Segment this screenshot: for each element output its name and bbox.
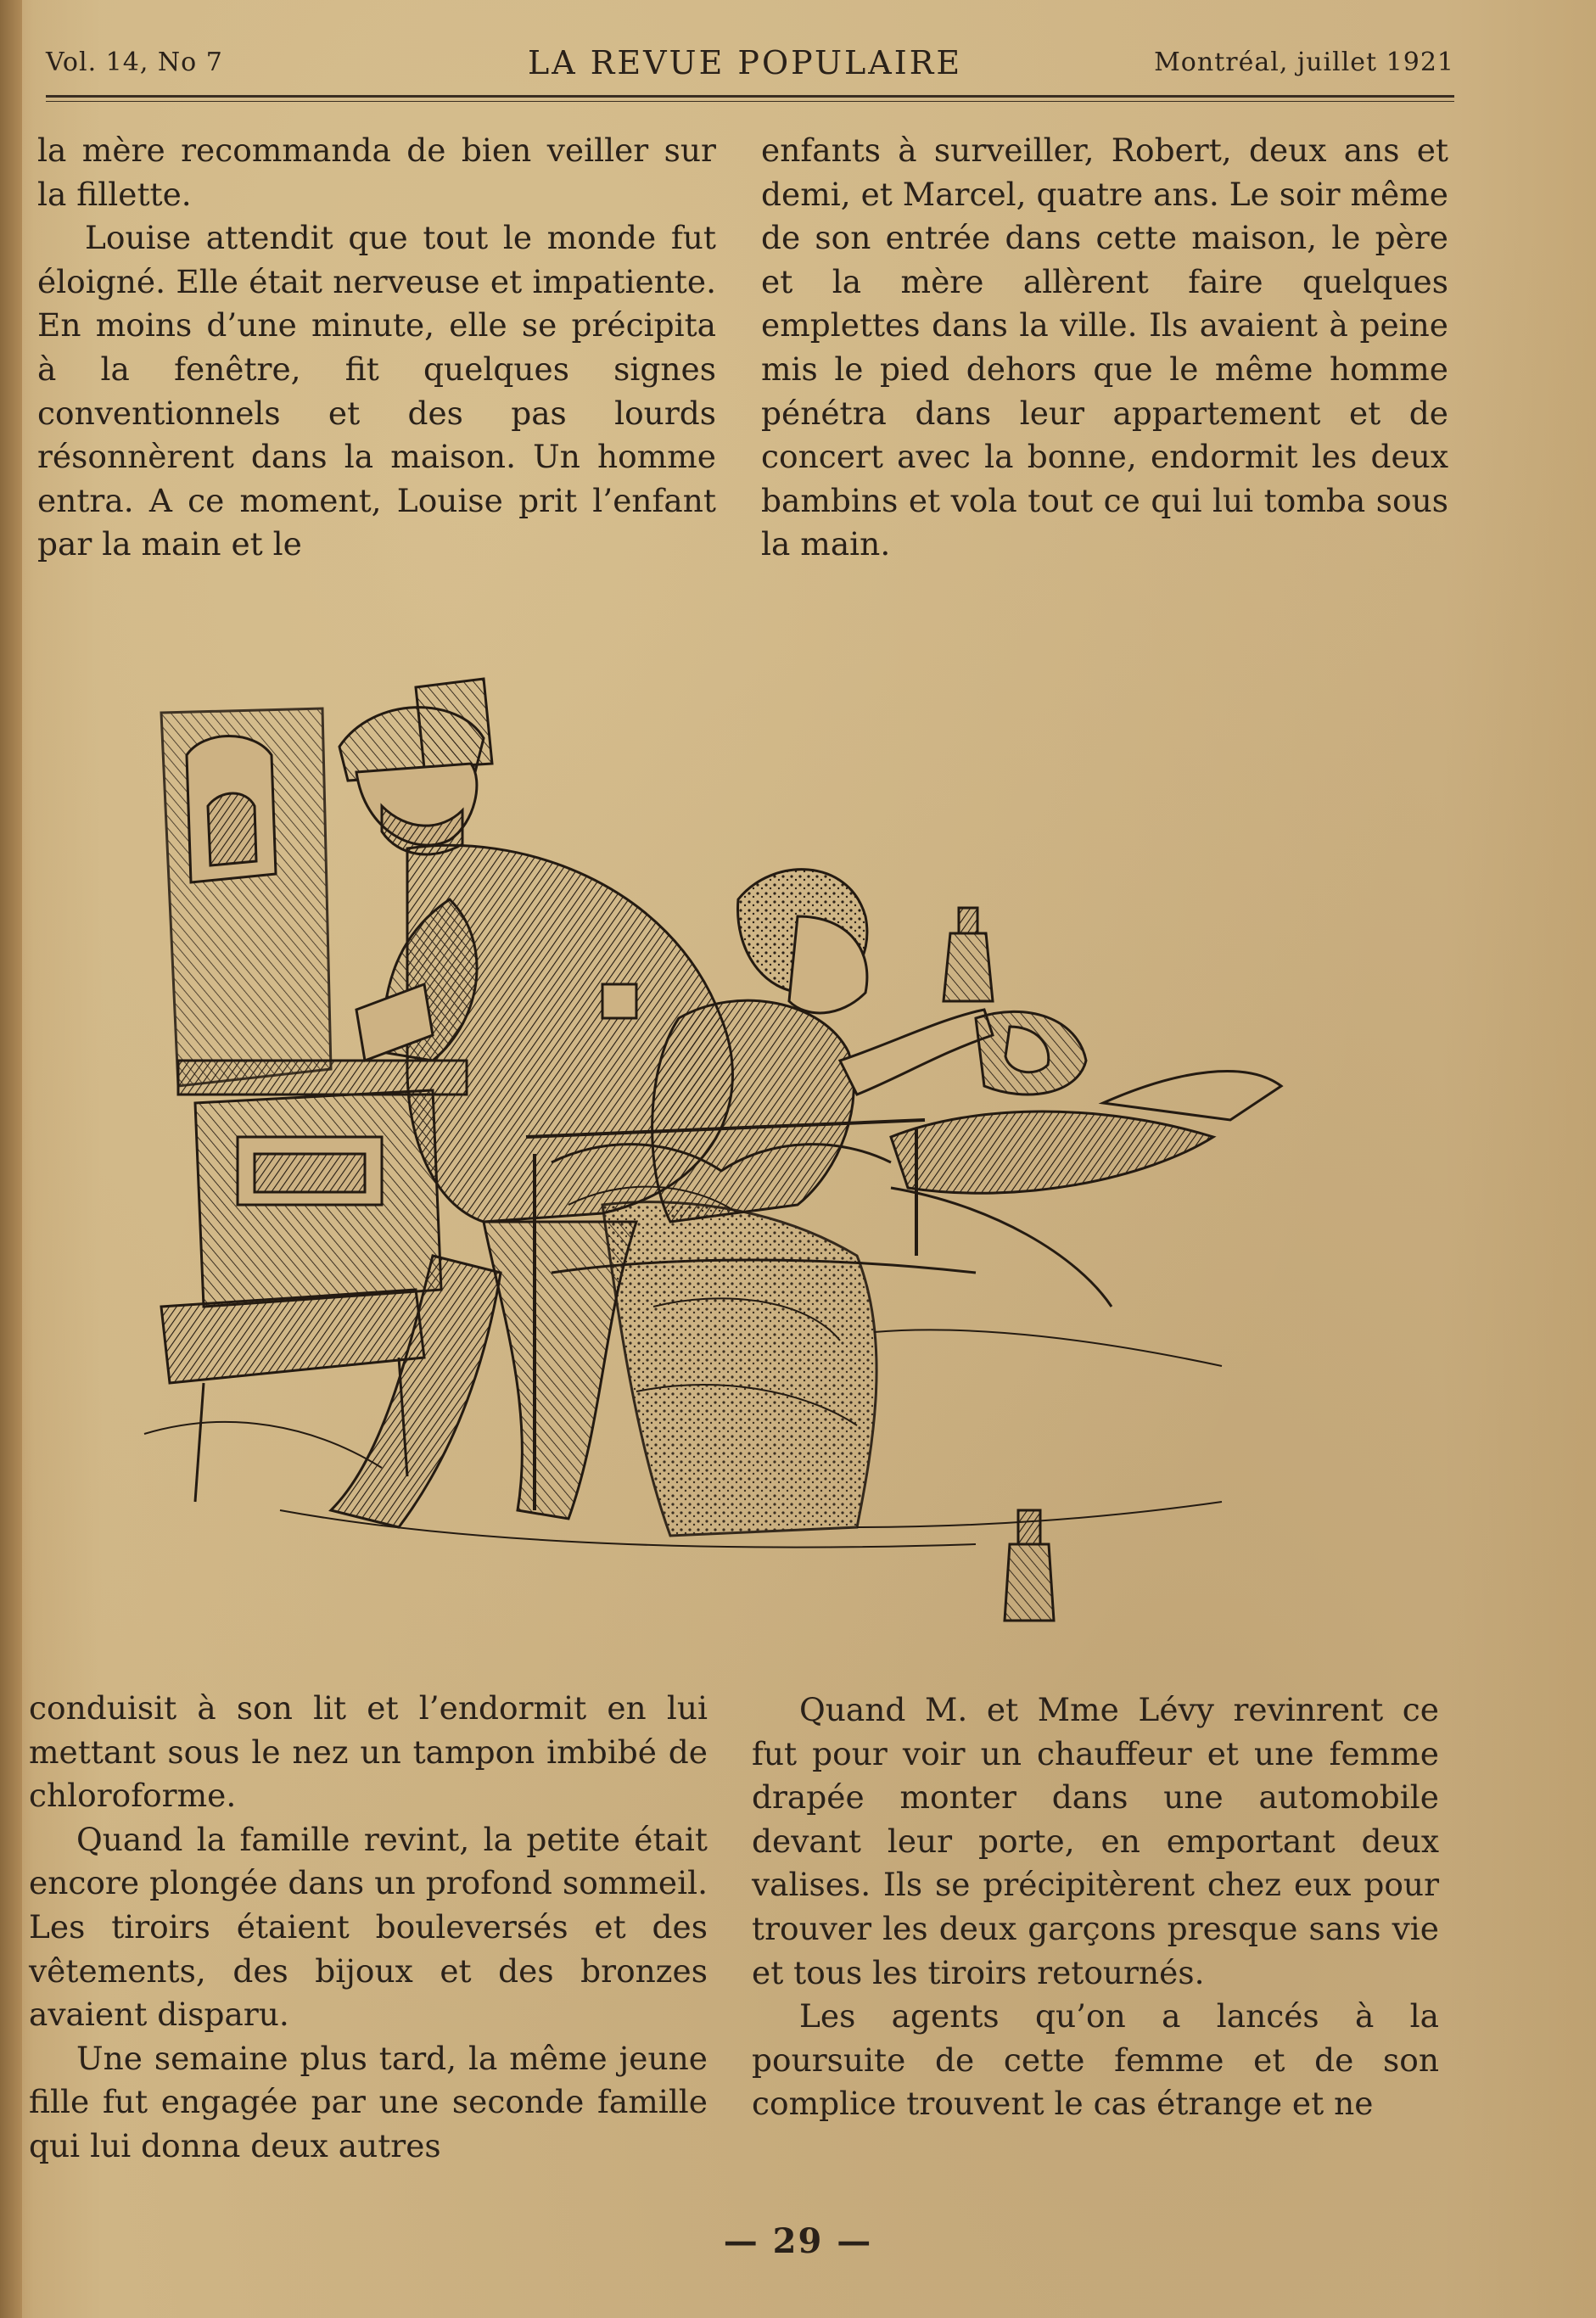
paragraph: Quand M. et Mme Lévy revinrent ce fut pour voir un chauffeur et une femme drapée monter dans une automobile devant leur porte, en emportant deux valises. Ils se précipitèrent chez eux pour trouver les deux garçons presque sans vie et tous les tiroirs retournés. — [752, 1691, 1439, 1991]
paragraph: Une semaine plus tard, la même jeune fille fut engagée par une seconde famille qui lui donna deux autres — [29, 2039, 708, 2164]
magazine-title: LA REVUE POPULAIRE — [528, 44, 963, 81]
paragraph: Louise attendit que tout le monde fut éloigné. Elle était nerveuse et impatiente. En moins d’une minute, elle se précipita à la fenêtre, fit quelques signes conventionnels et des pas lourds résonnèrent dans la maison. Un homme entra. A ce moment, Louise prit l’enfant par la main et le — [37, 219, 716, 563]
paragraph: Quand la famille revint, la petite était encore plongée dans un profond sommeil. Les tiroirs étaient bouleversés et des vêtements, des bijoux et des bronzes avaient disparu. — [29, 1820, 708, 2034]
column-bottom-left — [29, 1687, 708, 2169]
place-date: Montréal, juillet 1921 — [1154, 48, 1454, 77]
column-bottom-right — [752, 1688, 1439, 2126]
column-top-right — [761, 129, 1448, 567]
paragraph: la mère recommanda de bien veiller sur la fillette. — [37, 132, 716, 213]
running-header — [46, 41, 1454, 92]
column-top-left — [37, 129, 716, 567]
engraving-illustration — [127, 662, 1375, 1638]
issue-number: Vol. 14, No 7 — [46, 48, 223, 77]
paragraph: Les agents qu’on a lancés à la poursuite de cette femme et de son complice trouvent le cas étrange et ne — [752, 1997, 1439, 2123]
paragraph: conduisit à son lit et l’endormit en lui mettant sous le nez un tampon imbibé de chloroforme. — [29, 1689, 708, 1815]
header-rule — [46, 95, 1454, 98]
paragraph: enfants à surveiller, Robert, deux ans et demi, et Marcel, quatre ans. Le soir même de son entrée dans cette maison, le père et la mère allèrent faire quelques emplettes dans la ville. Ils avaient à peine mis le pied dehors que le même homme pénétra dans leur appartement et de concert avec la bonne, endormit les deux bambins et vola tout ce qui lui tomba sous la main. — [761, 132, 1448, 563]
header-rule-thin — [46, 101, 1454, 102]
binding-edge — [0, 0, 22, 2318]
child-figure — [891, 1011, 1281, 1307]
page-number: — 29 — — [723, 2221, 873, 2261]
